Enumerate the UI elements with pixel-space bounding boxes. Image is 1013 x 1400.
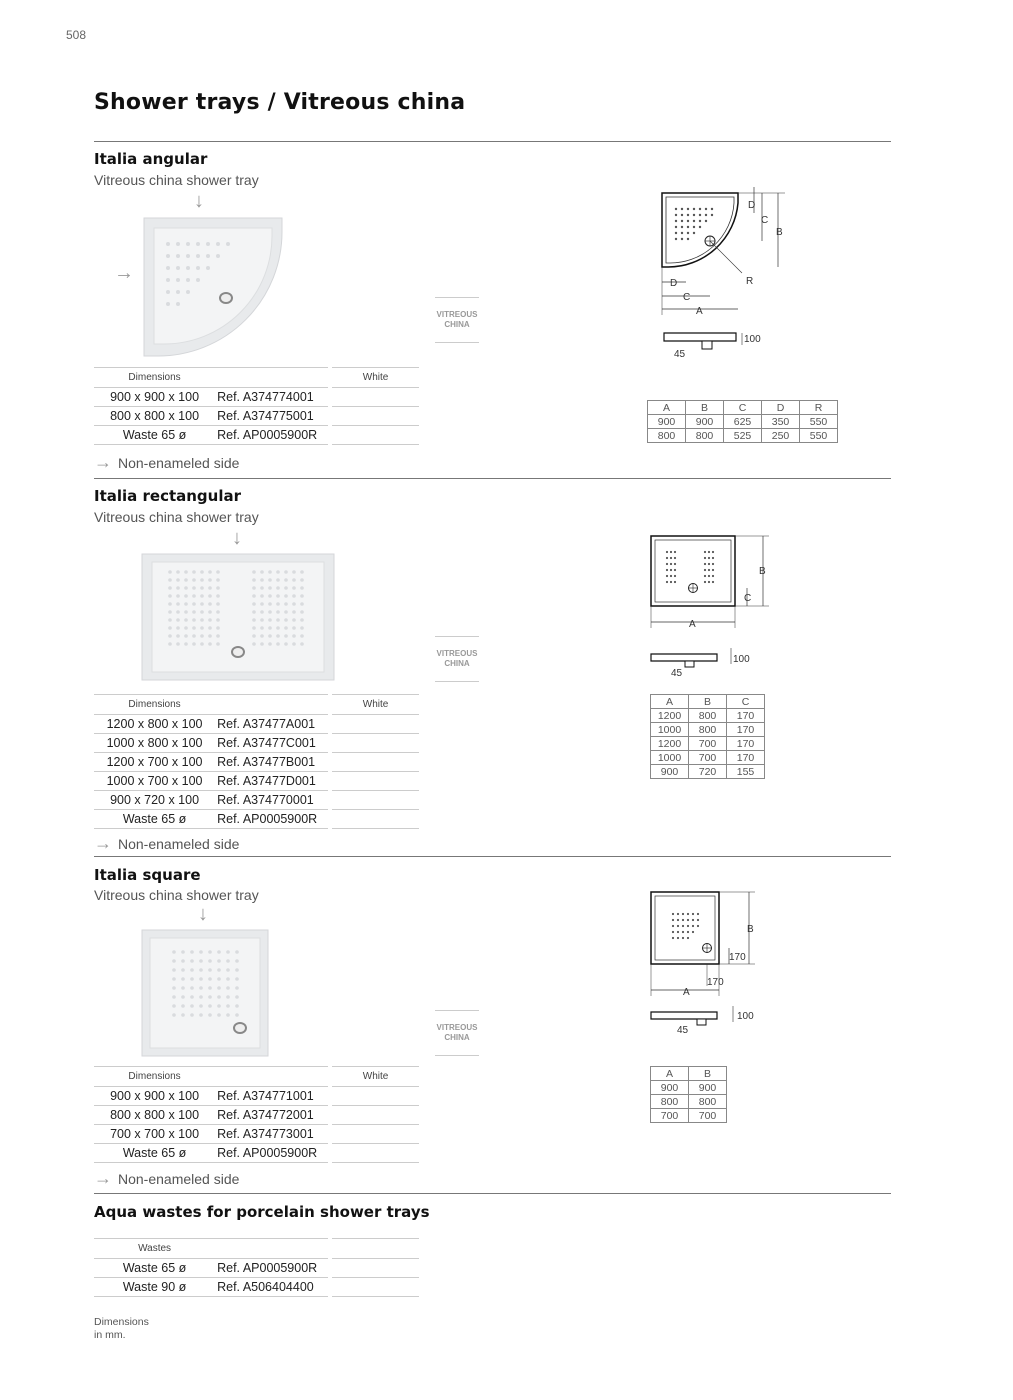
dimensions-table-angular: Dimensions White 900 x 900 x 100 Ref. A374774001 800 x 800 x 100 Ref. A374775001 Waste 65 ø Ref. AP0005900R [94, 367, 419, 445]
svg-text:100: 100 [744, 334, 761, 345]
non-enameled-note: → Non-enameled side [94, 1168, 240, 1188]
section-subtitle-square: Vitreous china shower tray [94, 887, 259, 903]
section-title-square: Italia square [94, 866, 201, 884]
svg-text:A: A [689, 619, 696, 630]
arrow-right-icon: → [94, 833, 112, 853]
svg-text:D: D [748, 200, 756, 211]
section-subtitle-rectangular: Vitreous china shower tray [94, 509, 259, 525]
footnote: Dimensions in mm. [94, 1316, 149, 1341]
arrow-down-icon: ↓ [232, 527, 242, 549]
table-row: 900 x 900 x 100 Ref. A374771001 [94, 1087, 419, 1106]
divider [94, 141, 891, 142]
svg-text:A: A [696, 306, 703, 317]
svg-text:45: 45 [677, 1025, 689, 1036]
spec-table-square: A B 900 900 800 800 700 700 [650, 1066, 727, 1123]
svg-text:R: R [746, 276, 754, 287]
section-title-angular: Italia angular [94, 150, 208, 168]
table-row: 700 x 700 x 100 Ref. A374773001 [94, 1125, 419, 1144]
vitreous-china-label: VITREOUS CHINA [435, 297, 479, 343]
table-row: 1200 x 700 x 100 Ref. A37477B001 [94, 753, 419, 772]
dimensions-table-rectangular: Dimensions White 1200 x 800 x 100 Ref. A37477A001 1000 x 800 x 100 Ref. A37477C001 1200 x 700 x 100 Ref. A37477B001 1000 x 700 x 100 Ref. A37477D001 900 x 720 x 100 Ref. A374770001 Waste 65 ø Ref. AP0005900R [94, 694, 419, 829]
svg-text:170: 170 [729, 952, 746, 963]
table-row: 800 x 800 x 100 Ref. A374772001 [94, 1106, 419, 1125]
svg-text:100: 100 [737, 1011, 754, 1022]
svg-text:A: A [683, 987, 690, 998]
table-row: Waste 65 ø Ref. AP0005900R [94, 1259, 419, 1278]
section-subtitle-angular: Vitreous china shower tray [94, 172, 259, 188]
table-row: 1200 x 800 x 100 Ref. A37477A001 [94, 715, 419, 734]
non-enameled-note: → Non-enameled side [94, 452, 240, 472]
rectangular-tech-diagram [645, 530, 775, 680]
svg-text:D: D [670, 278, 678, 289]
arrow-right-icon: → [94, 452, 112, 472]
arrow-down-icon: ↓ [194, 190, 204, 212]
arrow-down-icon: ↓ [198, 903, 208, 925]
table-row: Waste 65 ø Ref. AP0005900R [94, 426, 419, 445]
table-row: Waste 90 ø Ref. A506404400 [94, 1278, 419, 1297]
table-row: 1000 x 800 x 100 Ref. A37477C001 [94, 734, 419, 753]
table-row: Waste 65 ø Ref. AP0005900R [94, 1144, 419, 1163]
table-row: 1000 x 700 x 100 Ref. A37477D001 [94, 772, 419, 791]
square-tray-photo [140, 928, 270, 1060]
svg-text:C: C [683, 292, 691, 303]
arrow-right-icon: → [94, 1168, 112, 1188]
angular-tech-diagram [650, 185, 800, 360]
angular-tray-photo [140, 212, 290, 362]
svg-text:B: B [776, 227, 783, 238]
dimensions-table-square: Dimensions White 900 x 900 x 100 Ref. A374771001 800 x 800 x 100 Ref. A374772001 700 x 700 x 100 Ref. A374773001 Waste 65 ø Ref. AP0005900R [94, 1066, 419, 1163]
table-row: 900 x 900 x 100 Ref. A374774001 [94, 388, 419, 407]
square-tech-diagram [645, 886, 775, 1036]
non-enameled-note: → Non-enameled side [94, 833, 240, 853]
svg-text:100: 100 [733, 654, 750, 665]
svg-text:45: 45 [671, 668, 683, 679]
vitreous-china-label: VITREOUS CHINA [435, 1010, 479, 1056]
divider [94, 856, 891, 857]
svg-text:C: C [744, 593, 752, 604]
divider [94, 478, 891, 479]
table-row: Waste 65 ø Ref. AP0005900R [94, 810, 419, 829]
svg-text:170: 170 [707, 977, 724, 988]
page-number: 508 [66, 28, 87, 42]
rectangular-tray-photo [140, 552, 338, 684]
svg-text:B: B [747, 924, 754, 935]
wastes-table: Wastes Waste 65 ø Ref. AP0005900R Waste 90 ø Ref. A506404400 [94, 1238, 419, 1297]
table-row: 900 x 720 x 100 Ref. A374770001 [94, 791, 419, 810]
divider [94, 1193, 891, 1194]
spec-table-rectangular: A B C 1200 800 170 1000 800 170 1200 700 170 1000 700 170 900 720 155 [650, 694, 765, 779]
section-title-rectangular: Italia rectangular [94, 487, 242, 505]
table-row: 800 x 800 x 100 Ref. A374775001 [94, 407, 419, 426]
svg-text:45: 45 [674, 349, 686, 360]
page-title: Shower trays / Vitreous china [94, 90, 466, 115]
section-title-wastes: Aqua wastes for porcelain shower trays [94, 1203, 430, 1221]
svg-text:C: C [761, 215, 769, 226]
arrow-right-icon: → [114, 262, 134, 284]
svg-text:B: B [759, 566, 766, 577]
spec-table-angular: A B C D R 900 900 625 350 550 800 800 525 250 550 [647, 400, 838, 443]
vitreous-china-label: VITREOUS CHINA [435, 636, 479, 682]
